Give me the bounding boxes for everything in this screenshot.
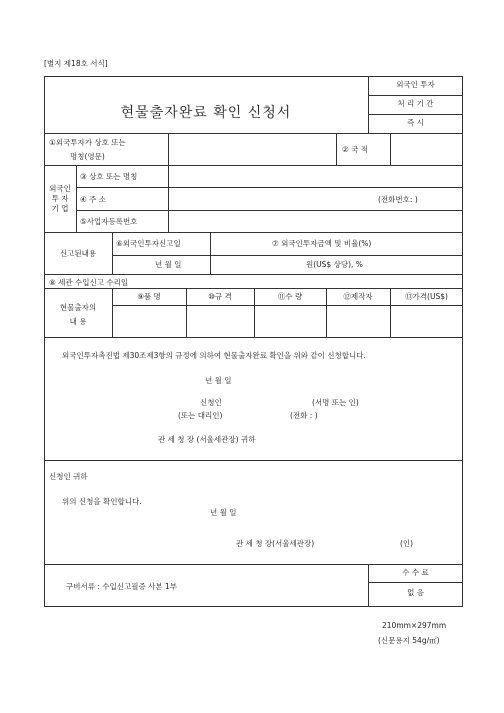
- header-right-row2: 처 리 기 간: [397, 99, 434, 108]
- divider: [368, 582, 463, 583]
- goods-column-header: ⑬가격(US$): [405, 292, 448, 301]
- divider: [44, 337, 463, 338]
- required-documents: 구비서류 : 수입신고필증 사본 1부: [66, 582, 178, 591]
- phone-hint: (전화번호: ): [378, 195, 418, 204]
- addressee: 관 세 청 장 (서울세관장) 귀하: [158, 435, 256, 444]
- paper-type: (신문용지 54g/㎡): [378, 636, 440, 645]
- official-seal-label: (인): [400, 539, 414, 548]
- divider: [76, 165, 77, 232]
- report-date-placeholder[interactable]: 년 월 일: [155, 260, 182, 269]
- page-title: 현물출자완료 확인 신청서: [120, 105, 292, 121]
- header-right-row1: 외국인 투자: [396, 80, 435, 89]
- declaration-date: 년 월 일: [205, 376, 232, 385]
- goods-column-header: ⑪수 량: [277, 292, 303, 301]
- company-group-label-3: 기 업: [51, 204, 69, 213]
- company-name-label: ③ 상호 또는 명칭: [80, 172, 138, 181]
- registration-number-field[interactable]: [169, 211, 462, 232]
- confirmation-issuer: 관 세 청 장(서울세관장): [236, 539, 315, 548]
- divider: [368, 114, 463, 115]
- investment-amount-label: ⑦ 외국인투자금액 및 비율(%): [272, 239, 372, 248]
- fee-value: 없 음: [407, 588, 424, 597]
- nationality-field[interactable]: [391, 134, 462, 165]
- divider: [368, 95, 463, 96]
- company-name-field[interactable]: [169, 166, 462, 187]
- company-group-label: 외국인: [49, 184, 71, 193]
- divider: [210, 232, 211, 274]
- applicant-phone: (전화 : ): [290, 411, 318, 420]
- form-number: [별지 제18호 서식]: [44, 59, 108, 68]
- applicant-label: 신청인: [200, 398, 222, 407]
- paper-size: 210mm×297mm: [382, 621, 447, 630]
- divider: [44, 274, 463, 275]
- header-right-row3: 즉 시: [407, 118, 424, 127]
- divider: [336, 133, 337, 165]
- confirmation-recipient: 신청인 귀하: [49, 472, 88, 481]
- divider: [44, 460, 463, 461]
- confirmation-date: 년 월 일: [210, 508, 237, 517]
- divider: [112, 232, 113, 274]
- divider: [112, 255, 463, 256]
- goods-column-header: ⑩규 격: [208, 292, 232, 301]
- goods-content-label-2: 내 용: [69, 317, 87, 326]
- investor-name-label: ①외국투자가 상호 또는: [49, 138, 126, 147]
- confirmation-text: 위의 신청을 확인합니다.: [62, 497, 142, 506]
- divider: [44, 232, 463, 233]
- registration-number-label: ⑤사업자등록번호: [80, 217, 138, 226]
- goods-column-header: ⑫제작자: [343, 292, 373, 301]
- company-address-field[interactable]: [169, 188, 369, 209]
- customs-acceptance-date-label: ⑧ 세관 수입신고 수리일: [49, 278, 129, 287]
- divider: [44, 564, 463, 565]
- investment-report-date-label: ⑥외국인투자신고일: [116, 239, 181, 248]
- goods-table-row[interactable]: [113, 306, 462, 337]
- company-group-label-2: 투 자: [51, 194, 69, 203]
- goods-content-label: 현물출자의: [59, 303, 97, 312]
- reported-content-label: 신고된내용: [59, 249, 97, 258]
- goods-column-header: ⑨품 명: [137, 292, 161, 301]
- nationality-label: ② 국 적: [342, 145, 368, 154]
- investor-name-field[interactable]: [169, 134, 335, 165]
- declaration-text: 외국인투자촉진법 제30조제3항의 규정에 의하여 현물출자완료 확인을 위와 같이 신청합니다.: [62, 351, 366, 360]
- agent-label: (또는 대리인): [178, 411, 223, 420]
- company-address-label: ④ 주 소: [80, 195, 106, 204]
- investor-name-label-2: 명칭(영문): [70, 152, 105, 161]
- fee-label: 수 수 료: [402, 568, 429, 577]
- signature-label: (서명 또는 인): [312, 398, 359, 407]
- amount-placeholder[interactable]: 원(US$ 상당), %: [306, 260, 363, 269]
